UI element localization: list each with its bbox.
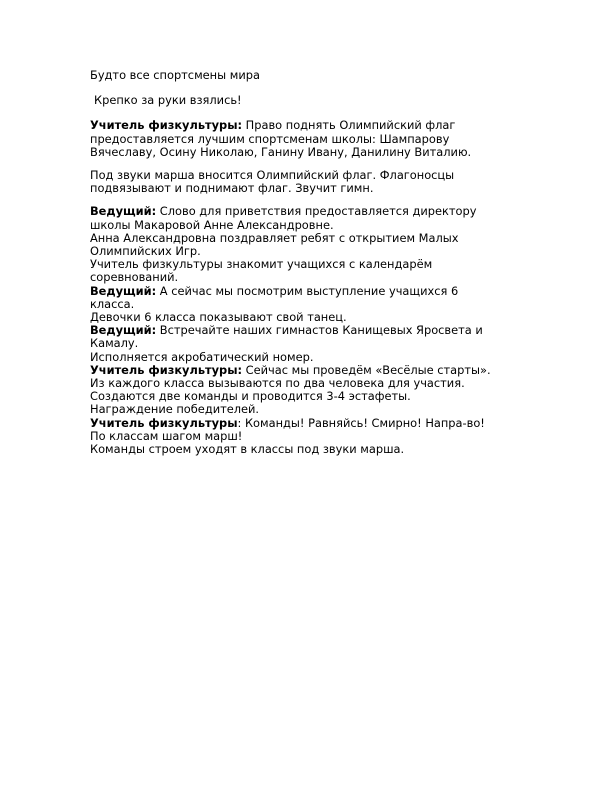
speaker-label: Учитель физкультуры <box>90 415 238 430</box>
text-line: Камалу. <box>90 336 139 351</box>
text-line: предоставляется лучшим спортсменам школы: Шампарову <box>90 131 450 146</box>
verse-line-2: Крепко за руки взялись! <box>94 93 242 108</box>
text-line: Из каждого класса вызываются по два человека для участия. <box>90 376 465 391</box>
text-line: Сейчас мы проведём «Весёлые старты». <box>242 362 491 377</box>
speaker-label: Учитель физкультуры: <box>90 362 243 377</box>
text-line: Девочки 6 класса показывают свой танец. <box>90 310 347 325</box>
text-line: Право поднять Олимпийский флаг <box>242 118 456 133</box>
text-line: соревнований. <box>90 270 179 285</box>
paragraph-flag-raising <box>90 119 530 159</box>
paragraph-main-body <box>90 205 530 456</box>
document-page <box>90 69 530 456</box>
text-line: Награждение победителей. <box>90 402 260 417</box>
speaker-label: Ведущий: <box>90 283 157 298</box>
text-line: По классам шагом марш! <box>90 428 243 443</box>
text-line: Создаются две команды и проводится 3-4 эстафеты. <box>90 389 411 404</box>
paragraph-flag-ceremony <box>90 169 530 195</box>
speaker-label: Ведущий: <box>90 204 157 219</box>
text-line: Под звуки марша вносится Олимпийский флаг. Флагоносцы <box>90 168 455 183</box>
text-line: школы Макаровой Анне Александровне. <box>90 217 334 232</box>
text-line: Анна Александровна поздравляет ребят с открытием Малых <box>90 230 459 245</box>
text-line: Исполняется акробатический номер. <box>90 349 314 364</box>
text-line: : Команды! Равняйсь! Смирно! Напра-во! <box>237 415 485 430</box>
verse-line-1: Будто все спортсмены мира <box>90 68 260 82</box>
text-line: Учитель физкультуры знакомит учащихся с календарём <box>90 257 433 272</box>
text-line: класса. <box>90 296 135 311</box>
text-line: Олимпийских Игр. <box>90 244 201 259</box>
text-line: подвязывают и поднимают флаг. Звучит гимн. <box>90 181 374 196</box>
text-line: Вячеславу, Осину Николаю, Ганину Ивану, Данилину Виталию. <box>90 144 472 159</box>
text-line: Встречайте наших гимнастов Канищевых Яросвета и <box>156 323 483 338</box>
text-line: Слово для приветствия предоставляется директору <box>156 204 477 219</box>
speaker-label: Ведущий: <box>90 323 157 338</box>
speaker-label: Учитель физкультуры: <box>90 118 243 133</box>
text-line: Команды строем уходят в классы под звуки марша. <box>90 442 405 457</box>
text-line: А сейчас мы посмотрим выступление учащихся 6 <box>156 283 459 298</box>
